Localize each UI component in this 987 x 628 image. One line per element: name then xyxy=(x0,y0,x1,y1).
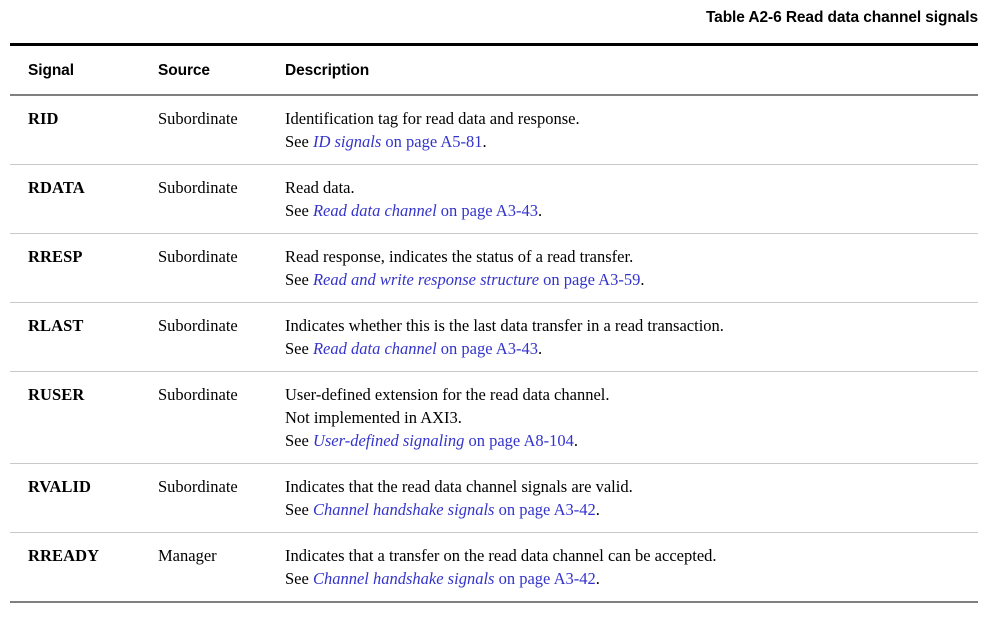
cross-reference-link[interactable] xyxy=(313,270,640,289)
cross-reference-suffix: . xyxy=(595,569,600,588)
description-text-line: Read data. xyxy=(285,178,355,197)
description-text-line: Not implemented in AXI3. xyxy=(285,408,462,427)
cell-source: Subordinate xyxy=(140,372,265,464)
cross-reference-page: on page A3-42 xyxy=(494,500,596,519)
cross-reference-page: on page A8-104 xyxy=(464,431,574,450)
cross-reference-page: on page A5-81 xyxy=(381,132,483,151)
cross-reference-prefix: See xyxy=(285,201,313,220)
table-row xyxy=(10,464,978,533)
description-cross-reference-line xyxy=(285,498,978,521)
cross-reference-prefix: See xyxy=(285,270,313,289)
cell-signal-name: RVALID xyxy=(10,464,140,533)
table-row xyxy=(10,234,978,303)
cross-reference-title: User-defined signaling xyxy=(312,431,465,450)
description-text-line: User-defined extension for the read data channel. xyxy=(285,385,610,404)
description-text-line: Indicates that a transfer on the read data channel can be accepted. xyxy=(285,546,717,565)
cross-reference-page: on page A3-43 xyxy=(436,339,538,358)
cross-reference-page: on page A3-59 xyxy=(539,270,641,289)
table-header-row xyxy=(10,45,978,96)
cross-reference-title: ID signals xyxy=(312,132,382,151)
description-text-line: Identification tag for read data and response. xyxy=(285,109,580,128)
read-data-channel-signals-table xyxy=(10,43,978,603)
cross-reference-title: Read data channel xyxy=(312,339,437,358)
table-row xyxy=(10,533,978,603)
cell-description xyxy=(265,95,978,165)
description-cross-reference-line xyxy=(285,429,978,452)
description-cross-reference-line xyxy=(285,199,978,222)
cross-reference-page: on page A3-42 xyxy=(494,569,596,588)
cross-reference-suffix: . xyxy=(595,500,600,519)
description-cross-reference-line xyxy=(285,567,978,590)
cross-reference-title: Read and write response structure xyxy=(312,270,540,289)
cell-description xyxy=(265,533,978,603)
table-row xyxy=(10,372,978,464)
cell-signal-name: RLAST xyxy=(10,303,140,372)
description-cross-reference-line xyxy=(285,268,978,291)
column-header-description: Description xyxy=(265,45,978,96)
cross-reference-prefix: See xyxy=(285,339,313,358)
cross-reference-suffix: . xyxy=(640,270,645,289)
cross-reference-title: Read data channel xyxy=(312,201,437,220)
cross-reference-link[interactable] xyxy=(313,431,574,450)
cross-reference-suffix: . xyxy=(482,132,487,151)
description-cross-reference-line xyxy=(285,130,978,153)
cross-reference-link[interactable] xyxy=(313,201,538,220)
column-header-signal: Signal xyxy=(10,45,140,96)
cross-reference-prefix: See xyxy=(285,132,313,151)
table-body xyxy=(10,95,978,602)
description-cross-reference-line xyxy=(285,337,978,360)
description-text-line: Read response, indicates the status of a read transfer. xyxy=(285,247,634,266)
cell-source: Subordinate xyxy=(140,234,265,303)
cross-reference-title: Channel handshake signals xyxy=(312,569,495,588)
table-row xyxy=(10,165,978,234)
cell-signal-name: RDATA xyxy=(10,165,140,234)
cross-reference-suffix: . xyxy=(573,431,578,450)
cell-signal-name: RREADY xyxy=(10,533,140,603)
column-header-source: Source xyxy=(140,45,265,96)
description-text-line: Indicates that the read data channel signals are valid. xyxy=(285,477,633,496)
cell-description xyxy=(265,234,978,303)
table-caption: Table A2-6 Read data channel signals xyxy=(705,9,978,26)
cell-source: Subordinate xyxy=(140,464,265,533)
cross-reference-link[interactable] xyxy=(313,339,538,358)
cell-description xyxy=(265,372,978,464)
cell-description xyxy=(265,464,978,533)
cross-reference-suffix: . xyxy=(537,201,543,220)
table-row xyxy=(10,95,978,165)
cross-reference-title: Channel handshake signals xyxy=(312,500,495,519)
table-row xyxy=(10,303,978,372)
cross-reference-link[interactable] xyxy=(313,132,483,151)
cell-signal-name: RRESP xyxy=(10,234,140,303)
table-header xyxy=(10,45,978,96)
cell-source: Subordinate xyxy=(140,303,265,372)
cell-signal-name: RUSER xyxy=(10,372,140,464)
cell-description xyxy=(265,303,978,372)
cell-description xyxy=(265,165,978,234)
description-text-line: Indicates whether this is the last data transfer in a read transaction. xyxy=(285,316,724,335)
cross-reference-link[interactable] xyxy=(313,500,596,519)
cell-signal-name: RID xyxy=(10,95,140,165)
cell-source: Subordinate xyxy=(140,95,265,165)
cross-reference-suffix: . xyxy=(537,339,543,358)
cell-source: Subordinate xyxy=(140,165,265,234)
cross-reference-prefix: See xyxy=(285,569,313,588)
cross-reference-page: on page A3-43 xyxy=(436,201,538,220)
cross-reference-prefix: See xyxy=(285,500,313,519)
cross-reference-link[interactable] xyxy=(313,569,596,588)
cross-reference-prefix: See xyxy=(285,431,313,450)
cell-source: Manager xyxy=(140,533,265,603)
